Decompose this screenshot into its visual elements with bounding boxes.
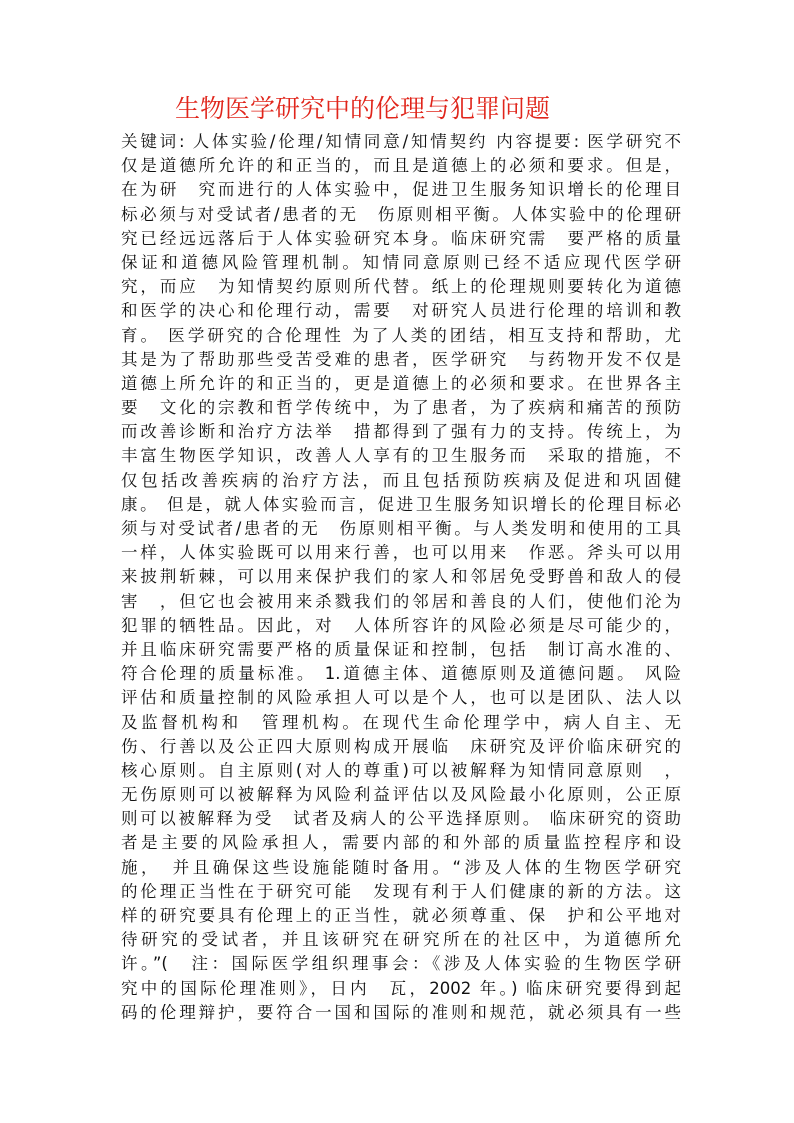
body-line: 者是主要的风险承担人，需要内部的和外部的质量监控程序和设 [121, 833, 681, 853]
body-line: 究已经远远落后于人体实验研究本身。临床研究需 要严格的质量 [121, 228, 681, 248]
body-line: 而改善诊断和治疗方法举 措都得到了强有力的支持。传统上，为 [121, 422, 681, 442]
document-title: 生物医学研究中的伦理与犯罪问题 [175, 94, 551, 123]
body-line: 须与对受试者/患者的无 伤原则相平衡。与人类发明和使用的工具 [121, 519, 681, 538]
body-line: 究，而应 为知情契约原则所代替。纸上的伦理规则要转化为道德 [121, 277, 681, 297]
body-line: 来披荆斩棘，可以用来保护我们的家人和邻居免受野兽和敌人的侵 [121, 567, 681, 587]
body-line: 评估和质量控制的风险承担人可以是个人，也可以是团队、法人以 [121, 688, 681, 708]
body-line: 并且临床研究需要严格的质量保证和控制，包括 制订高水准的、 [121, 639, 681, 659]
body-line: 的伦理正当性在于研究可能 发现有利于人们健康的新的方法。这 [121, 881, 681, 901]
body-line: 康。 但是，就人体实验而言，促进卫生服务知识增长的伦理目标必 [121, 494, 681, 514]
body-line: 犯罪的牺牲品。因此，对 人体所容许的风险必须是尽可能少的， [121, 615, 681, 635]
body-line: 仅是道德所允许的和正当的，而且是道德上的必须和要求。但是， [121, 156, 681, 176]
body-line: 和医学的决心和伦理行动，需要 对研究人员进行伦理的培训和教 [121, 301, 681, 321]
body-line: 码的伦理辩护，要符合一国和国际的准则和规范，就必须具有一些 [121, 1002, 681, 1022]
body-line: 符合伦理的质量标准。 1.道德主体、道德原则及道德问题。 风险 [121, 664, 681, 684]
body-line: 标必须与对受试者/患者的无 伤原则相平衡。人体实验中的伦理研 [121, 204, 681, 224]
body-line: 在为研 究而进行的人体实验中，促进卫生服务知识增长的伦理目 [121, 180, 681, 200]
body-line: 丰富生物医学知识，改善人人享有的卫生服务而 采取的措施，不 [121, 446, 681, 466]
body-line: 关键词: 人体实验/伦理/知情同意/知情契约 内容提要: 医学研究不 [121, 132, 681, 151]
body-line: 保证和道德风险管理机制。知情同意原则已经不适应现代医学研 [121, 252, 681, 272]
body-line: 许。”( 注：国际医学组织理事会：《涉及人体实验的生物医学研 [121, 954, 681, 974]
body-line: 道德上所允许的和正当的，更是道德上的必须和要求。在世界各主 [121, 373, 681, 393]
body-line: 施， 并且确保这些设施能随时备用。“涉及人体的生物医学研究 [121, 857, 681, 877]
body-line: 伤、行善以及公正四大原则构成开展临 床研究及评价临床研究的 [121, 736, 681, 756]
document-body [121, 130, 681, 1025]
body-line: 育。 医学研究的合伦理性 为了人类的团结，相互支持和帮助，尤 [121, 325, 681, 345]
body-line: 及监督机构和 管理机构。在现代生命伦理学中，病人自主、无 [121, 712, 681, 732]
body-line: 待研究的受试者，并且该研究在研究所在的社区中，为道德所允 [121, 930, 681, 950]
body-line: 无伤原则可以被解释为风险利益评估以及风险最小化原则，公正原 [121, 785, 681, 805]
body-line: 害 ，但它也会被用来杀戮我们的邻居和善良的人们，使他们沦为 [121, 591, 681, 611]
body-line: 一样，人体实验既可以用来行善，也可以用来 作恶。斧头可以用 [121, 543, 681, 563]
body-line: 核心原则。自主原则(对人的尊重)可以被解释为知情同意原则 ， [121, 760, 681, 780]
body-line: 其是为了帮助那些受苦受难的患者，医学研究 与药物开发不仅是 [121, 349, 681, 369]
body-line: 究中的国际伦理准则》，日内 瓦，2002 年。) 临床研究要得到起 [121, 978, 681, 998]
body-line: 仅包括改善疾病的治疗方法，而且包括预防疾病及促进和巩固健 [121, 470, 681, 490]
body-line: 则可以被解释为受 试者及病人的公平选择原则。 临床研究的资助 [121, 809, 681, 829]
body-line: 要 文化的宗教和哲学传统中，为了患者，为了疾病和痛苦的预防 [121, 398, 681, 418]
body-line: 样的研究要具有伦理上的正当性，就必须尊重、保 护和公平地对 [121, 906, 681, 925]
